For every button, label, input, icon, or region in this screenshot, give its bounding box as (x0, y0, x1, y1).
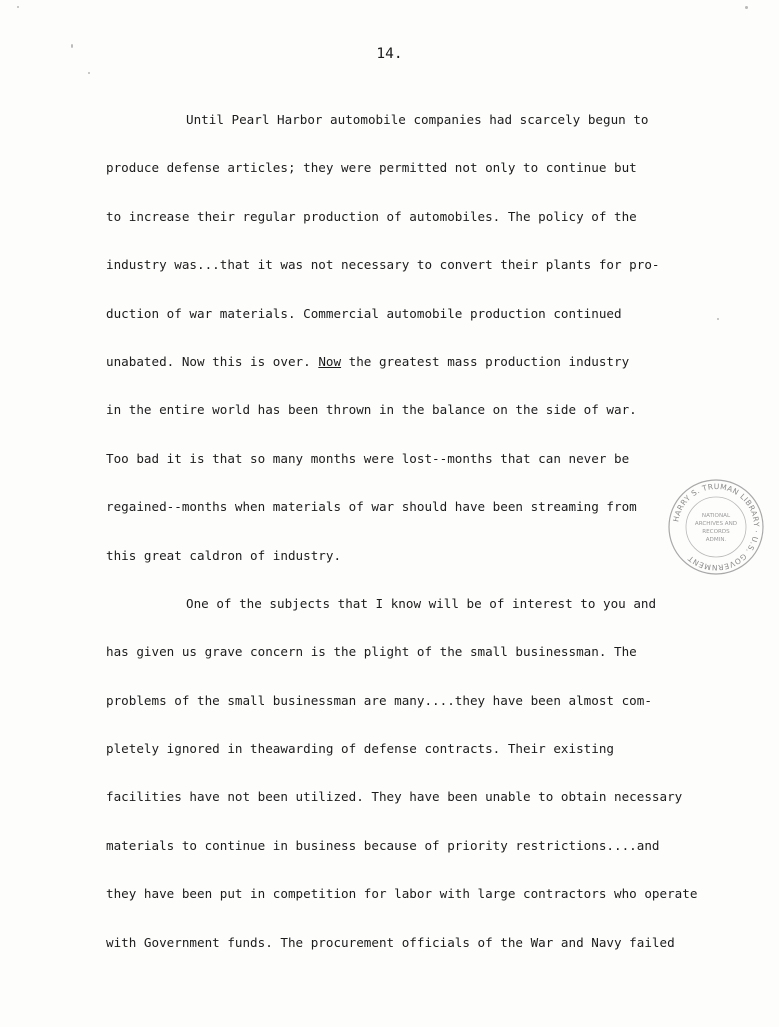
text-line: pletely ignored in theawarding of defense contracts. Their existing (106, 741, 614, 757)
text-line: Until Pearl Harbor automobile companies had scarcely begun to (186, 112, 649, 127)
stamp-center-line: ARCHIVES AND (694, 521, 738, 527)
text-line: One of the subjects that I know will be of interest to you and (186, 595, 657, 611)
text-line: with Government funds. The procurement officials of the War and Navy failed (106, 934, 675, 950)
scan-speck (17, 6, 19, 8)
text-line: regained--months when materials of war should have been streaming from (106, 499, 637, 515)
text-line: produce defense articles; they were permitted not only to continue but (106, 160, 637, 176)
text-line: Too bad it is that so many months were lost--months that can never be (106, 450, 630, 466)
scan-speck (745, 6, 748, 9)
text-line: problems of the small businessman are many....they have been almost com- (106, 692, 652, 708)
stamp-center-line: ADMIN. (705, 537, 727, 543)
text-line: duction of war materials. Commercial automobile production continued (106, 305, 622, 321)
text-line: they have been put in competition for labor with large contractors who operate (106, 886, 698, 902)
scan-speck (71, 44, 73, 48)
text-line: materials to continue in business because of priority restrictions....and (106, 837, 660, 853)
text-segment: unabated. Now this is over. (106, 353, 319, 369)
stamp-center-line: RECORDS (702, 529, 730, 535)
text-line (106, 338, 766, 386)
text-line: in the entire world has been thrown in the balance on the side of war. (106, 402, 637, 418)
stamp-seal (666, 477, 766, 577)
text-line: to increase their regular production of automobiles. The policy of the (106, 208, 637, 224)
stamp-center-line: NATIONAL (701, 513, 731, 519)
scan-speck (717, 318, 719, 320)
scan-speck (88, 72, 90, 74)
text-line: has given us grave concern is the plight of the small businessman. The (106, 644, 637, 660)
text-line: facilities have not been utilized. They have been unable to obtain necessary (106, 789, 683, 805)
stamp-ring-text: HARRY S. TRUMAN LIBRARY · U.S. GOVERNMENT (671, 481, 762, 573)
underlined-word: Now (318, 353, 342, 369)
page-number: 14. (376, 46, 403, 62)
text-line: this great caldron of industry. (106, 547, 342, 563)
library-stamp (666, 477, 766, 577)
text-line: industry was...that it was not necessary to convert their plants for pro- (106, 257, 660, 273)
text-segment: the greatest mass production industry (341, 353, 630, 369)
